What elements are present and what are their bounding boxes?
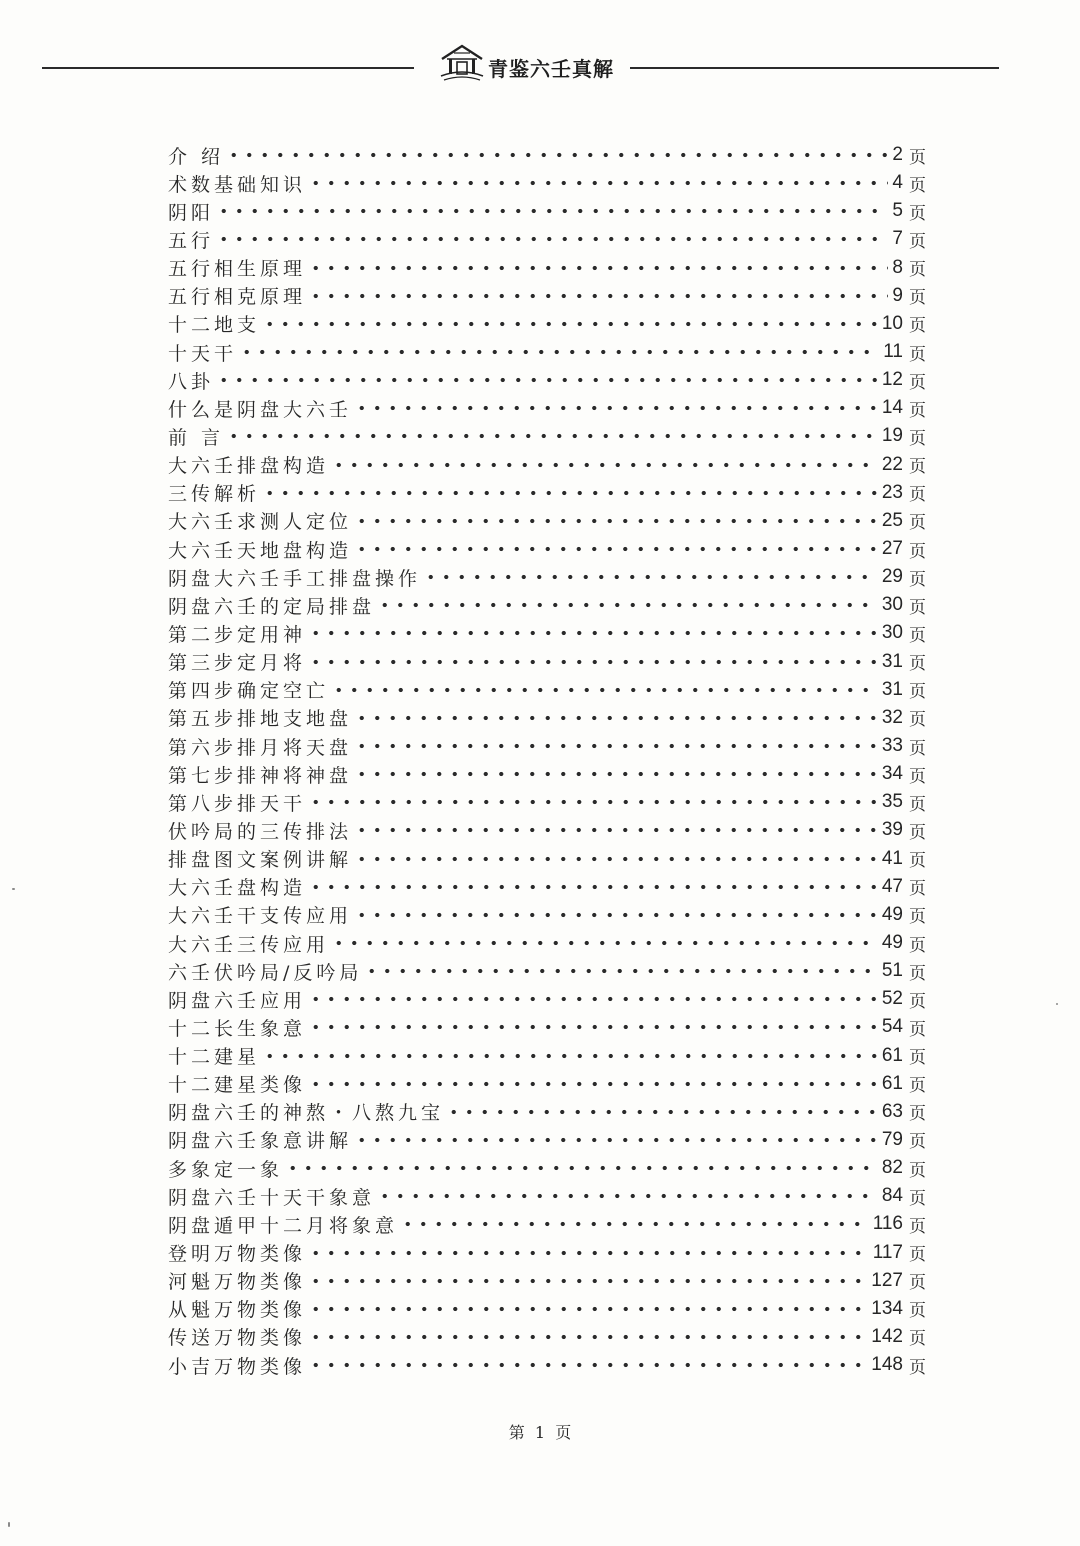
toc-entry-title: 三传解析 <box>168 483 261 506</box>
toc-entry-title: 第二步定用神 <box>168 623 307 646</box>
toc-entry-unit: 页 <box>909 147 926 168</box>
toc-entry <box>168 310 926 338</box>
toc-entry-page: 2 <box>892 144 903 166</box>
toc-entry-page: 22 <box>881 453 903 475</box>
toc-entry-page: 54 <box>881 1016 903 1038</box>
dot-leader <box>308 1306 867 1312</box>
header-rule-right <box>630 67 999 69</box>
toc-entry-page: 39 <box>881 819 903 841</box>
toc-entry <box>168 282 926 310</box>
toc-entry-unit: 页 <box>909 1329 926 1350</box>
toc-entry-unit: 页 <box>909 935 926 956</box>
dot-leader <box>308 659 878 665</box>
toc-entry <box>168 366 926 394</box>
toc-entry-title: 第八步排天干 <box>168 792 307 815</box>
toc-entry-title: 第三步定月将 <box>168 652 307 675</box>
toc-entry <box>168 619 926 647</box>
toc-entry <box>168 422 926 450</box>
dot-leader <box>354 827 878 833</box>
toc-entry-title: 河魁万物类像 <box>168 1271 307 1294</box>
dot-leader <box>262 1053 878 1059</box>
toc-entry-unit: 页 <box>909 344 926 365</box>
toc-entry-page: 79 <box>881 1128 903 1150</box>
toc-entry-title: 术数基础知识 <box>168 173 307 196</box>
toc-entry-unit: 页 <box>909 1104 926 1125</box>
toc-entry-page: 14 <box>881 397 903 419</box>
dot-leader <box>308 1278 867 1284</box>
toc-entry-page: 27 <box>881 538 903 560</box>
toc-entry-unit: 页 <box>909 1076 926 1097</box>
dot-leader <box>262 490 878 496</box>
toc-entry <box>168 1295 926 1323</box>
toc-entry-page: 8 <box>892 256 903 278</box>
toc-entry-unit: 页 <box>909 625 926 646</box>
dot-leader <box>308 884 878 890</box>
toc-entry-page: 41 <box>881 847 903 869</box>
toc-entry-page: 82 <box>881 1157 903 1179</box>
dot-leader <box>354 771 878 777</box>
toc-entry-title: 阴盘六壬十天干象意 <box>168 1186 376 1209</box>
dot-leader <box>308 1024 878 1030</box>
toc-entry-unit: 页 <box>909 175 926 196</box>
dot-leader <box>308 265 888 271</box>
toc-entry-unit: 页 <box>909 597 926 618</box>
toc-entry-page: 142 <box>871 1325 903 1347</box>
toc-entry-unit: 页 <box>909 963 926 984</box>
toc-entry-title: 大六壬天地盘构造 <box>168 539 353 562</box>
dot-leader <box>377 602 878 608</box>
dot-leader <box>216 236 888 242</box>
toc-entry-title: 第四步确定空亡 <box>168 680 330 703</box>
toc-entry <box>168 141 926 169</box>
toc-entry-title: 伏吟局的三传排法 <box>168 820 353 843</box>
toc-entry-title: 十二地支 <box>168 314 261 337</box>
toc-entry-title: 五行相生原理 <box>168 258 307 281</box>
toc-entry-page: 51 <box>881 960 903 982</box>
toc-entry-title: 阴盘大六壬手工排盘操作 <box>168 567 422 590</box>
toc-entry-unit: 页 <box>909 203 926 224</box>
dot-leader <box>377 1193 878 1199</box>
toc-entry-unit: 页 <box>909 428 926 449</box>
page-number: 第 1 页 <box>508 1423 572 1442</box>
toc-entry-unit: 页 <box>909 400 926 421</box>
toc-entry <box>168 479 926 507</box>
toc-entry-title: 大六壬盘构造 <box>168 877 307 900</box>
toc-entry-page: 29 <box>881 566 903 588</box>
toc-entry <box>168 1070 926 1098</box>
toc-entry <box>168 1210 926 1238</box>
scan-speck <box>8 1522 10 1527</box>
toc-entry-page: 19 <box>881 425 903 447</box>
toc-entry <box>168 845 926 873</box>
toc-entry <box>168 816 926 844</box>
dot-leader <box>354 518 878 524</box>
toc-entry-page: 47 <box>881 875 903 897</box>
toc-entry-page: 134 <box>871 1297 903 1319</box>
dot-leader <box>226 433 878 439</box>
toc-entry <box>168 648 926 676</box>
toc-entry-title: 多象定一象 <box>168 1158 284 1181</box>
toc-entry-unit: 页 <box>909 991 926 1012</box>
toc-entry-page: 116 <box>872 1213 903 1235</box>
toc-entry-title: 八卦 <box>168 370 215 393</box>
toc-entry-page: 33 <box>881 735 903 757</box>
toc-entry-title: 小吉万物类像 <box>168 1355 307 1378</box>
header-title: 青鉴六壬真解 <box>488 57 614 81</box>
toc-entry-title: 从魁万物类像 <box>168 1299 307 1322</box>
toc-entry-page: 84 <box>881 1185 903 1207</box>
dot-leader <box>423 574 878 580</box>
toc-entry-unit: 页 <box>909 231 926 252</box>
toc-entry-title: 十天干 <box>168 342 238 365</box>
toc-entry <box>168 1351 926 1379</box>
dot-leader <box>400 1221 869 1227</box>
toc-entry <box>168 254 926 282</box>
toc-entry-unit: 页 <box>909 288 926 309</box>
dot-leader <box>226 152 888 158</box>
scan-speck <box>1056 1003 1058 1005</box>
toc-entry-unit: 页 <box>909 1132 926 1153</box>
toc-entry <box>168 704 926 732</box>
toc-entry-page: 30 <box>881 594 903 616</box>
toc-entry-page: 127 <box>871 1269 903 1291</box>
dot-leader <box>239 349 879 355</box>
toc-entry-unit: 页 <box>909 1216 926 1237</box>
toc-entry <box>168 1323 926 1351</box>
dot-leader <box>331 940 878 946</box>
toc-entry-unit: 页 <box>909 541 926 562</box>
toc-entry-unit: 页 <box>909 879 926 900</box>
toc-entry-page: 63 <box>881 1100 903 1122</box>
toc-entry-title: 阴盘六壬的定局排盘 <box>168 595 376 618</box>
toc-entry-page: 23 <box>881 481 903 503</box>
toc-entry-title: 十二建星 <box>168 1046 261 1069</box>
toc-entry-unit: 页 <box>909 822 926 843</box>
toc-entry-unit: 页 <box>909 1019 926 1040</box>
toc-entry-page: 32 <box>881 706 903 728</box>
toc-entry <box>168 788 926 816</box>
toc-entry <box>168 985 926 1013</box>
toc-entry-title: 阴盘六壬应用 <box>168 989 307 1012</box>
toc-entry-page: 49 <box>881 932 903 953</box>
toc-entry <box>168 760 926 788</box>
dot-leader <box>308 1362 867 1368</box>
toc-entry-title: 排盘图文案例讲解 <box>168 849 353 872</box>
toc-entry-unit: 页 <box>909 907 926 928</box>
toc-entry-unit: 页 <box>909 513 926 534</box>
toc-entry <box>168 563 926 591</box>
toc-entry-title: 第六步排月将天盘 <box>168 736 353 759</box>
toc-entry <box>168 1126 926 1154</box>
toc-entry <box>168 901 926 929</box>
dot-leader <box>216 377 878 383</box>
toc-entry-title: 第七步排神将神盘 <box>168 764 353 787</box>
toc-entry-title: 大六壬三传应用 <box>168 933 330 956</box>
toc-entry-unit: 页 <box>909 485 926 506</box>
toc-entry-title: 第五步排地支地盘 <box>168 708 353 731</box>
toc-entry <box>168 929 926 957</box>
toc-entry-unit: 页 <box>909 766 926 787</box>
toc-entry-title: 阴盘遁甲十二月将象意 <box>168 1214 399 1237</box>
toc-entry <box>168 1267 926 1295</box>
dot-leader <box>354 1137 878 1143</box>
toc-entry-page: 4 <box>892 172 903 194</box>
toc-entry-unit: 页 <box>909 260 926 281</box>
toc-entry <box>168 535 926 563</box>
toc-entry <box>168 507 926 535</box>
toc-entry-title: 阴阳 <box>168 201 215 224</box>
toc-entry-page: 31 <box>881 650 903 672</box>
toc-entry-page: 11 <box>883 341 903 363</box>
toc-entry-title: 五行相克原理 <box>168 286 307 309</box>
toc-entry <box>168 1238 926 1266</box>
toc-entry-page: 34 <box>881 763 903 785</box>
dot-leader <box>308 630 878 636</box>
toc-entry <box>168 1182 926 1210</box>
toc-entry-unit: 页 <box>909 1357 926 1378</box>
toc-entry-unit: 页 <box>909 1301 926 1322</box>
dot-leader <box>331 462 878 468</box>
table-of-contents <box>168 141 926 1379</box>
toc-entry-page: 7 <box>892 228 903 250</box>
toc-entry-title: 什么是阴盘大六壬 <box>168 398 353 421</box>
toc-entry <box>168 225 926 253</box>
dot-leader <box>216 208 888 214</box>
toc-entry <box>168 957 926 985</box>
toc-entry-unit: 页 <box>909 1245 926 1266</box>
toc-entry-unit: 页 <box>909 316 926 337</box>
toc-entry-title: 六壬伏吟局/反吟局 <box>168 961 363 984</box>
dot-leader <box>354 715 878 721</box>
header-rule-left <box>42 67 414 69</box>
toc-entry-title: 大六壬排盘构造 <box>168 455 330 478</box>
toc-entry-unit: 页 <box>909 1048 926 1069</box>
toc-entry-page: 10 <box>881 312 903 334</box>
dot-leader <box>308 996 878 1002</box>
toc-entry-unit: 页 <box>909 1273 926 1294</box>
toc-entry-title: 大六壬求测人定位 <box>168 511 353 534</box>
toc-entry <box>168 451 926 479</box>
dot-leader <box>354 405 878 411</box>
toc-entry-page: 35 <box>881 791 903 813</box>
toc-entry-page: 25 <box>881 509 903 531</box>
toc-entry-unit: 页 <box>909 372 926 393</box>
toc-entry-title: 前 言 <box>168 426 225 449</box>
toc-entry-title: 阴盘六壬的神熬・八熬九宝 <box>168 1102 445 1125</box>
toc-entry-unit: 页 <box>909 794 926 815</box>
toc-entry <box>168 591 926 619</box>
toc-entry-title: 传送万物类像 <box>168 1327 307 1350</box>
dot-leader <box>308 1081 878 1087</box>
dot-leader <box>354 912 878 918</box>
toc-entry-page: 148 <box>871 1354 903 1376</box>
toc-entry <box>168 394 926 422</box>
toc-entry-unit: 页 <box>909 457 926 478</box>
toc-entry-unit: 页 <box>909 738 926 759</box>
dot-leader <box>354 743 878 749</box>
dot-leader <box>331 687 878 693</box>
toc-entry <box>168 1154 926 1182</box>
toc-entry-page: 30 <box>881 622 903 644</box>
toc-entry-unit: 页 <box>909 1188 926 1209</box>
toc-entry-page: 5 <box>892 200 903 222</box>
toc-entry-title: 五行 <box>168 229 215 252</box>
toc-entry-page: 61 <box>881 1072 903 1094</box>
toc-entry-page: 49 <box>881 903 903 925</box>
dot-leader <box>308 799 878 805</box>
toc-entry <box>168 1042 926 1070</box>
scan-speck <box>12 888 15 890</box>
toc-entry <box>168 169 926 197</box>
toc-entry-unit: 页 <box>909 569 926 590</box>
toc-entry-unit: 页 <box>909 654 926 675</box>
dot-leader <box>364 968 877 974</box>
toc-entry-page: 117 <box>872 1241 903 1263</box>
toc-entry-page: 9 <box>892 284 903 306</box>
dot-leader <box>354 546 878 552</box>
toc-entry-title: 介 绍 <box>168 145 225 168</box>
toc-entry-title: 大六壬干支传应用 <box>168 905 353 928</box>
dot-leader <box>262 321 878 327</box>
dot-leader <box>354 856 878 862</box>
toc-entry-title: 十二建星类像 <box>168 1074 307 1097</box>
toc-entry-title: 登明万物类像 <box>168 1243 307 1266</box>
toc-entry-unit: 页 <box>909 682 926 703</box>
toc-entry-unit: 页 <box>909 710 926 731</box>
toc-entry <box>168 1098 926 1126</box>
toc-entry-title: 十二长生象意 <box>168 1017 307 1040</box>
dot-leader <box>308 180 888 186</box>
toc-entry-page: 31 <box>881 678 903 700</box>
toc-entry <box>168 732 926 760</box>
toc-entry-title: 阴盘六壬象意讲解 <box>168 1130 353 1153</box>
dot-leader <box>308 293 888 299</box>
dot-leader <box>308 1250 869 1256</box>
toc-entry <box>168 1013 926 1041</box>
toc-entry <box>168 676 926 704</box>
toc-entry-page: 12 <box>881 369 903 391</box>
toc-entry <box>168 197 926 225</box>
dot-leader <box>308 1334 867 1340</box>
toc-entry-page: 52 <box>881 988 903 1010</box>
toc-entry-page: 61 <box>881 1044 903 1066</box>
toc-entry <box>168 873 926 901</box>
dot-leader <box>285 1165 878 1171</box>
toc-entry <box>168 338 926 366</box>
toc-entry-unit: 页 <box>909 851 926 872</box>
dot-leader <box>446 1109 878 1115</box>
toc-entry-unit: 页 <box>909 1160 926 1181</box>
building-logo-icon <box>438 43 486 83</box>
